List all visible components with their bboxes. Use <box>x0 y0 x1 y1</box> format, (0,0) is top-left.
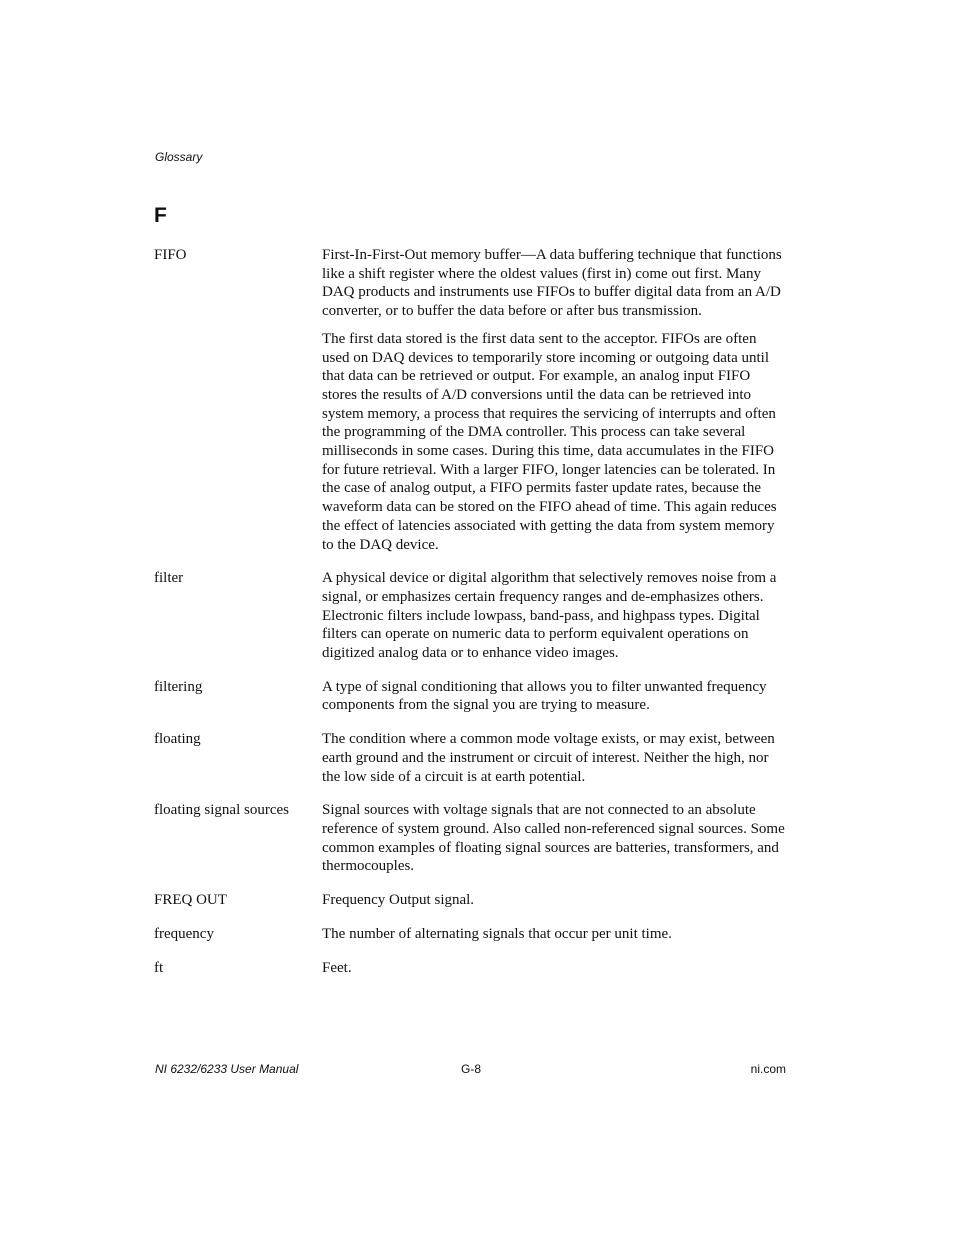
definition-paragraph: A physical device or digital algorithm that selectively removes noise from a signal, or emphasizes certain frequency ranges and de-emphasizes others. Electronic filters include lowpass, band-pass, and highpass types. Digital filters can operate on numeric data to perform equivalent operations on digitized analog data or to enhance video images. <box>322 570 777 662</box>
footer-site: ni.com <box>750 1062 786 1076</box>
definition-paragraph: The number of alternating signals that occur per unit time. <box>322 925 672 942</box>
definition-paragraph: Feet. <box>322 959 352 976</box>
running-head: Glossary <box>155 150 203 164</box>
glossary-term: FREQ OUT <box>154 892 227 909</box>
glossary-entry-filtering <box>154 678 786 715</box>
glossary-definition <box>322 801 786 876</box>
glossary-term: filtering <box>154 678 203 695</box>
glossary-definition <box>322 925 786 944</box>
definition-paragraph: Frequency Output signal. <box>322 892 475 909</box>
footer-manual-title: NI 6232/6233 User Manual <box>155 1062 299 1076</box>
glossary-entry-floating-signal-sources <box>154 801 786 876</box>
glossary-term: floating <box>154 731 201 748</box>
definition-paragraph: First-In-First-Out memory buffer—A data buffering technique that functions like a shift register where the oldest values (first in) come out first. Many DAQ products and instruments use FIFOs to buffer digital data from an A/D converter, or to buffer the data before or after bus transmission. <box>322 247 782 320</box>
glossary-entry-filter <box>154 569 786 663</box>
glossary-entry-freq-out <box>154 891 786 910</box>
definition-paragraph: The first data stored is the first data sent to the acceptor. FIFOs are often used on DAQ devices to temporarily store incoming or outgoing data until that data can be retrieved or output. For example, an analog input FIFO stores the results of A/D conversions until the data can be retrieved into system memory, a process that requires the servicing of interrupts and often the programming of the DMA controller. This process can take several milliseconds in some cases. During this time, data accumulates in the FIFO for future retrieval. With a larger FIFO, longer latencies can be tolerated. In the case of analog output, a FIFO permits faster update rates, because the waveform data can be stored on the FIFO ahead of time. This again reduces the effect of latencies associated with getting the data from system memory to the DAQ device. <box>322 330 777 553</box>
glossary-definition <box>322 678 786 715</box>
glossary-definition <box>322 569 786 663</box>
glossary-term: frequency <box>154 925 214 942</box>
glossary-term: FIFO <box>154 247 187 263</box>
glossary-definition <box>322 891 786 910</box>
definition-paragraph: A type of signal conditioning that allows you to filter unwanted frequency components from the signal you are trying to measure. <box>322 678 767 714</box>
section-letter: F <box>154 204 167 227</box>
glossary-term: filter <box>154 570 184 587</box>
glossary-definition <box>322 246 786 554</box>
glossary-entry-fifo <box>154 246 786 554</box>
glossary-entry-frequency <box>154 925 786 944</box>
glossary-entry-floating <box>154 730 786 786</box>
definition-paragraph: Signal sources with voltage signals that are not connected to an absolute reference of system ground. Also called non-referenced signal sources. Some common examples of floating signal sources are batteries, transformers, and thermocouples. <box>322 802 785 875</box>
glossary-definition <box>322 959 786 978</box>
footer-page-number: G-8 <box>461 1062 482 1076</box>
definition-paragraph: The condition where a common mode voltage exists, or may exist, between earth ground and the instrument or circuit of interest. Neither the high, nor the low side of a circuit is at earth potential. <box>322 731 775 785</box>
glossary-term: floating signal sources <box>154 802 289 819</box>
glossary-entry-ft <box>154 959 786 978</box>
glossary-term: ft <box>154 959 164 976</box>
glossary-list <box>154 246 786 992</box>
glossary-definition <box>322 730 786 786</box>
